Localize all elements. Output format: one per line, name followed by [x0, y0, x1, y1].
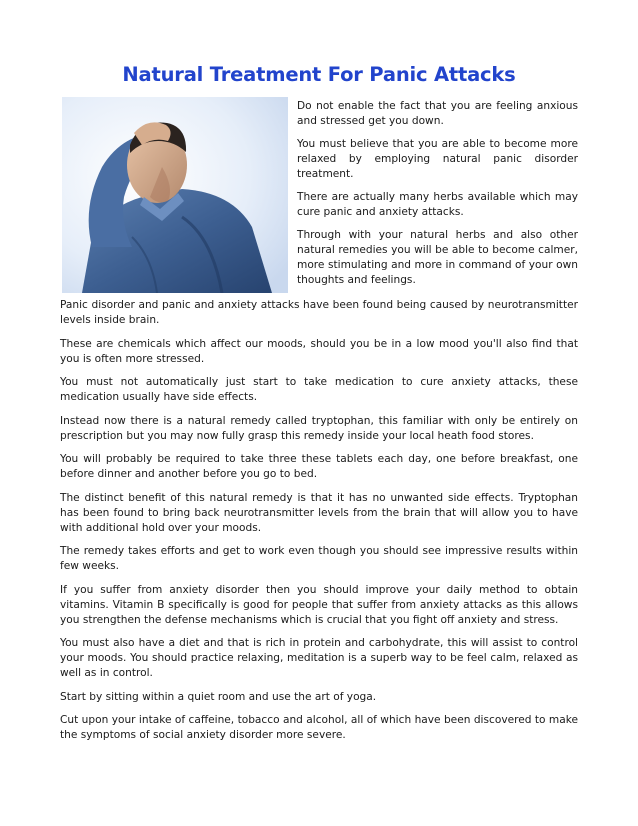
page-title: Natural Treatment For Panic Attacks	[122, 63, 516, 86]
intro-paragraph: Do not enable the fact that you are feeling anxious and stressed get you down.	[297, 100, 578, 127]
body-paragraph: These are chemicals which affect our moods, should you be in a low mood you'll also find that you is often more stressed.	[60, 337, 578, 365]
body-paragraph: The remedy takes efforts and get to work even though you should see impressive results within few weeks.	[60, 545, 578, 572]
intro-paragraph: Through with your natural herbs and also other natural remedies you will be able to become calmer, more stimulating and more in command of your own thoughts and feelings.	[297, 229, 578, 286]
body-paragraph: If you suffer from anxiety disorder then you should improve your daily method to obtain vitamins. Vitamin B specifically is good for people that suffer from anxiety attacks as this allows you strengthen the defense mechanisms which is crucial that you fight off anxiety and stress.	[60, 583, 578, 626]
body-paragraph: Start by sitting within a quiet room and use the art of yoga.	[60, 690, 377, 703]
body-paragraph: Panic disorder and panic and anxiety attacks have been found being caused by neurotransmitter levels inside brain.	[60, 299, 578, 326]
body-paragraph: The distinct benefit of this natural remedy is that it has no unwanted side effects. Tryptophan has been found to bring back neurotransmitter levels from the brain that will allow you to have with additional hold over your moods.	[60, 491, 578, 534]
body-paragraph: You must also have a diet and that is rich in protein and carbohydrate, this will assist to control your moods. You should practice relaxing, meditation is a superb way to be feel calm, relaxed as well as in control.	[60, 637, 578, 679]
body-paragraph: You will probably be required to take three these tablets each day, one before breakfast, one before dinner and another before you go to bed.	[60, 453, 578, 480]
body-paragraph: Instead now there is a natural remedy called tryptophan, this familiar with only be entirely on prescription but you may now fully grasp this remedy inside your local heath food stores.	[60, 414, 578, 442]
body-paragraph: Cut upon your intake of caffeine, tobacco and alcohol, all of which have been discovered to make the symptoms of social anxiety disorder more severe.	[60, 714, 578, 741]
body-paragraph: You must not automatically just start to take medication to cure anxiety attacks, these medication usually have side effects.	[60, 376, 578, 403]
intro-paragraph: There are actually many herbs available which may cure panic and anxiety attacks.	[297, 191, 578, 218]
intro-column	[297, 99, 578, 296]
man-holding-head-photo	[62, 97, 288, 293]
intro-paragraph: You must believe that you are able to become more relaxed by employing natural panic disorder treatment.	[297, 138, 578, 180]
body-text	[60, 298, 578, 752]
